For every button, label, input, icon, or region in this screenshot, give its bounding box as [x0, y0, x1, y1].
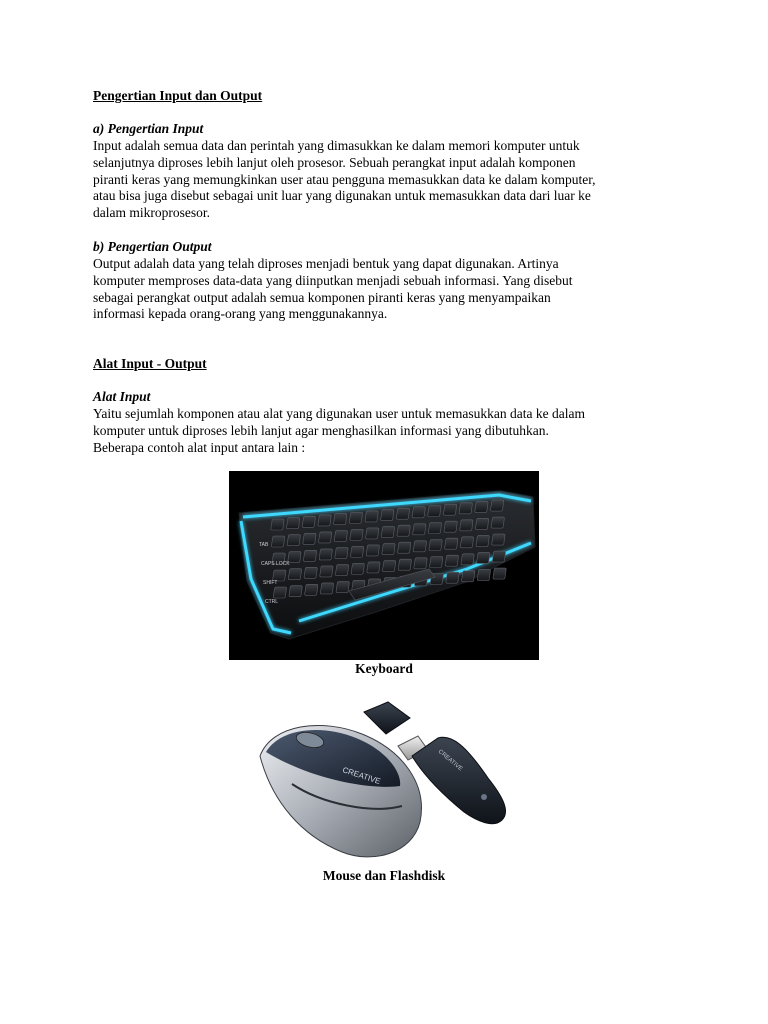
keyboard-key [318, 515, 332, 526]
keyboard-key [287, 535, 301, 546]
paragraph-line: selanjutnya diproses lebih lanjut oleh prosesor. Sebuah perangkat input adalah komponen [93, 154, 576, 170]
keyboard-key [335, 548, 349, 559]
keyboard-key [413, 541, 427, 552]
keyboard-illustration [229, 471, 539, 660]
keyboard-key [381, 527, 395, 538]
keyboard-key [365, 528, 379, 539]
keyboard-key [445, 555, 459, 566]
keyboard-key [476, 535, 490, 546]
mouse-flashdisk-image [252, 694, 517, 866]
keyboard-caption: Keyboard [355, 661, 413, 676]
keyboard-key-label: TAB [259, 542, 269, 548]
keyboard-key [461, 554, 475, 565]
keyboard-key [334, 531, 348, 542]
keyboard-key [443, 504, 457, 515]
keyboard-key [382, 561, 396, 572]
keyboard-key [490, 500, 504, 511]
keyboard-key [335, 565, 349, 576]
keyboard-key [428, 523, 442, 534]
keyboard-key [493, 568, 507, 579]
mouse-shape [260, 725, 421, 856]
keyboard-key [477, 569, 491, 580]
keyboard-key [444, 521, 458, 532]
keyboard-key [320, 566, 334, 577]
keyboard-key [288, 569, 302, 580]
keyboard-key [365, 511, 379, 522]
keyboard-key [475, 518, 489, 529]
section-heading-input-output: Pengertian Input dan Output [93, 88, 263, 103]
keyboard-key [461, 571, 475, 582]
paragraph-line: komputer memproses data-data yang diinputkan menjadi sebuah informasi. Yang disebut [93, 272, 573, 288]
subheading-pengertian-input: a) Pengertian Input [93, 121, 204, 136]
keyboard-key [336, 582, 350, 593]
keyboard-key [303, 550, 317, 561]
mouse-brand-text: CREATIVE [341, 765, 382, 787]
paragraph-line: Yaitu sejumlah komponen atau alat yang digunakan user untuk memasukkan data ke dalam [93, 406, 586, 421]
keyboard-key [271, 536, 285, 547]
keyboard-key [303, 533, 317, 544]
keyboard-key [397, 542, 411, 553]
paragraph-line: dalam mikroprosesor. [93, 205, 210, 221]
keyboard-key [273, 587, 287, 598]
keyboard-image [229, 471, 539, 660]
keyboard-key [412, 507, 426, 518]
keyboard-key [351, 563, 365, 574]
flashdisk-brand-text: CREATIVE [436, 748, 464, 773]
keyboard-key [396, 508, 410, 519]
keyboard-key [429, 557, 443, 568]
flashdisk-cap-shape [364, 702, 410, 734]
keyboard-key [350, 529, 364, 540]
keyboard-key [319, 549, 333, 560]
keyboard-key [367, 562, 381, 573]
mouse-flashdisk-illustration [252, 694, 517, 866]
paragraph-line: atau bisa juga disebut sebagai unit luar yang digunakan untuk memasukkan data dari luar ke [93, 188, 591, 204]
keyboard-key [302, 516, 316, 527]
section-heading-alat-input-output: Alat Input - Output [93, 356, 207, 371]
keyboard-key [288, 552, 302, 563]
keyboard-key [460, 520, 474, 531]
keyboard-key [398, 559, 412, 570]
keyboard-key [428, 506, 442, 517]
keyboard-key [382, 544, 396, 555]
keyboard-key [304, 567, 318, 578]
paragraph-pengertian-input [93, 138, 678, 222]
paragraph-pengertian-output [93, 256, 678, 323]
keyboard-key [414, 558, 428, 569]
keyboard-key [477, 552, 491, 563]
paragraph-line: sebagai perangkat output adalah semua komponen piranti keras yang menyampaikan [93, 289, 551, 305]
subheading-pengertian-output: b) Pengertian Output [93, 239, 212, 254]
keyboard-key [460, 537, 474, 548]
keyboard-key [271, 519, 285, 530]
keyboard-key [492, 534, 506, 545]
keyboard-key [491, 517, 505, 528]
keyboard-key [333, 514, 347, 525]
paragraph-line: Input adalah semua data dan perintah yang dimasukkan ke dalam memori komputer untuk [93, 138, 580, 153]
keyboard-key [320, 583, 334, 594]
keyboard-key [289, 586, 303, 597]
paragraph-line: Beberapa contoh alat input antara lain : [93, 439, 306, 455]
keyboard-key [397, 525, 411, 536]
keyboard-key-label: CTRL [265, 599, 279, 605]
keyboard-key-label: SHIFT [263, 580, 278, 586]
keyboard-key [445, 538, 459, 549]
keyboard-key [286, 518, 300, 529]
keyboard-key [459, 503, 473, 514]
keyboard-key-label: CAPS LOCK [261, 561, 290, 567]
paragraph-line: piranti keras yang memungkinkan user atau pengguna memasukkan data ke dalam komputer, [93, 171, 596, 187]
keyboard-key [381, 510, 395, 521]
keyboard-key [413, 524, 427, 535]
mouse-flashdisk-caption: Mouse dan Flashdisk [322, 868, 446, 883]
keyboard-key [429, 540, 443, 551]
keyboard-key [475, 501, 489, 512]
subheading-alat-input: Alat Input [93, 389, 151, 404]
keyboard-key [349, 512, 363, 523]
paragraph-line: komputer untuk diproses lebih lanjut agar menghasilkan informasi yang dibutuhkan. [93, 422, 549, 438]
paragraph-alat-input [93, 406, 678, 456]
keyboard-key [305, 584, 319, 595]
keyboard-key [446, 572, 460, 583]
keyboard-key [366, 545, 380, 556]
keyboard-key [350, 546, 364, 557]
keyboard-key [318, 532, 332, 543]
paragraph-line: informasi kepada orang-orang yang menggunakannya. [93, 306, 388, 322]
keyboard-key [492, 551, 506, 562]
paragraph-line: Output adalah data yang telah diproses menjadi bentuk yang dapat digunakan. Artinya [93, 256, 559, 271]
